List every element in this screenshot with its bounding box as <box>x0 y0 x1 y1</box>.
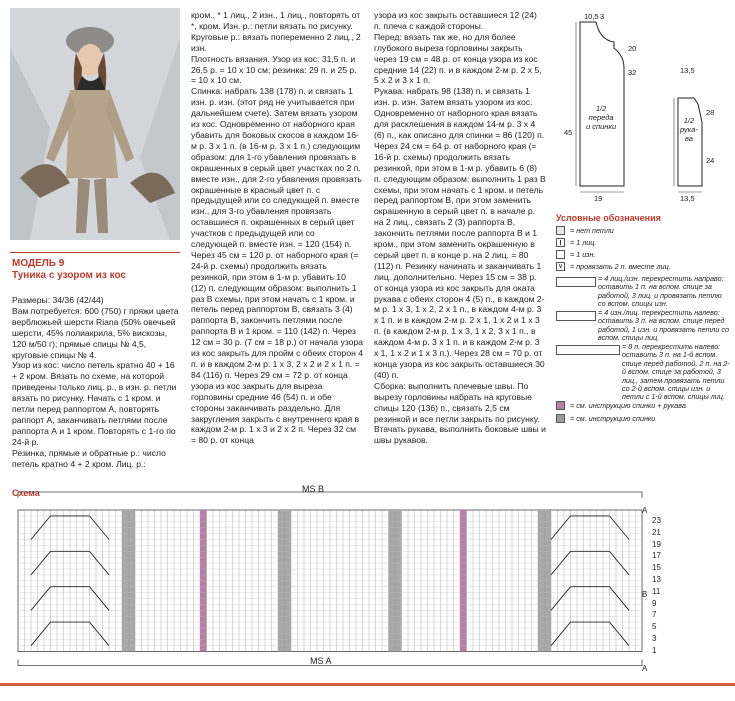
grey-marker-symbol <box>556 414 565 423</box>
text-column-1: Размеры: 34/36 (42/44) Вам потребуется: 600 (750) г пряжи цвета верблюжьей шерсти Riana (50% овечьей шерсти, 45% полиакрила, 5% вискозы, 120 м/50 г); прямые спицы № 4,5, круговые спицы № 4. Узор из кос: число петель кратно 40 + 16 + 2 кром. Вязать по схеме, на которой приведены только лиц. р., в изн. р. петли вязать по рисунку. Начать с 1 кром. и петли перед раппортом А, повторять раппорт А, заканчивать петлями после раппорта А и 1 кром. Повторять с 1-го по 24-й р. Резинка, прямые и обратные р.: число петель кратно 4 + 2 кром. Лиц. р.: <box>12 295 179 469</box>
row-number: 15 <box>652 563 661 573</box>
knitting-chart <box>10 482 735 682</box>
sleeve-piece-label: 1/2 рука- ва <box>680 116 698 143</box>
legend-item: = см. инструкцию спинки <box>556 414 731 426</box>
legend-item: = 1 изн. <box>556 250 731 262</box>
row-number: 23 <box>652 516 661 525</box>
model-photo-illustration <box>10 8 180 240</box>
k2tog-symbol: ∨ <box>557 263 564 270</box>
legend-item: = 4 лиц./изн. перекрестить направо: оставить 1 п. на вспом. спице за работой, 3 лиц. и провязать петлю со вспом. спицы изн. <box>556 275 731 309</box>
chart-title: Схема <box>12 488 40 498</box>
row-number: 13 <box>652 575 661 584</box>
cross-left-symbol <box>556 311 596 321</box>
side-letter: A <box>642 664 648 673</box>
legend-item: ∨ = провязать 2 п. вместе лиц. <box>557 262 671 271</box>
dim-back-armhole: 20 <box>628 44 637 53</box>
no-stitch-symbol <box>556 226 565 235</box>
row-number: 11 <box>652 586 661 596</box>
ms-a-label: MS A <box>310 656 332 666</box>
pattern-shapes <box>556 8 731 208</box>
row-number: 7 <box>652 610 657 620</box>
side-letter: A <box>642 506 648 515</box>
dim-sleeve-top: 13,5 <box>680 66 695 75</box>
row-number: 19 <box>652 539 661 549</box>
model-photo <box>10 8 180 240</box>
row-number: 21 <box>652 527 661 537</box>
legend-item: = см. инструкцию спинки + рукава <box>556 401 731 414</box>
legend-item: = 4 изн./лиц. перекрестить налево: оставить 3 п. на вспом. спице перед работой, 1 изн. и провязать петли со вспом. спицы лиц. <box>556 309 731 343</box>
chart-grid <box>10 482 735 682</box>
legend-item: = 8 п. перекрестить налево: оставить 3 п. на 1-й вспом. спице перед работой, 2 п. на 2-й вспом. спице за работой, 3 лиц., затем провязать петли со 2-й вспом. спицы изн. и петли с 1-й вспом. спицы лиц. <box>556 343 731 401</box>
text-column-3: узора из кос закрыть оставшиеся 12 (24) п. плеча с каждой стороны. Перед: вязать так же, но для более глубокого выреза горловины закрыть через 19 см = 48 р. от конца узора из кос средние 14 (22) п. и в каждом 2-м р. 2 х 5, 5 х 2 и 3 х 1 п. Рукава: набрать 98 (138) п. и связать 1 изн. р. изн. Затем вязать узором из кос. Одновременно от наборного края вязать для расклешения в каждом 14-м р. 3 х 4 (6) п., как описано для спинки = 86 (120) п. Через 24 см = 64 р. от наборного края (= 16-й р. схемы) продолжить вязать резинкой, при этом в 1-м р. убавить 6 (8) п. следующим образом: выполнить 1 раз В схемы, при этом начать с 1 кром. и петель перед раппортом В, при этом заменить окрашенную в серый цвет п. в начале р. на 2 лиц., связать 2 (3) раппорта В, закончить петлями после раппорта В и 1 кром., при этом заменить окрашенную в серый цвет п. в конце р. на 2 лиц. = 80 (112) п. Резинку начинать и заканчивать 1 лиц. дополнительно. Через 15 см = 38 р. от конца узора из кос закрыть для оката рукава с обеих сторон 4 (5) п., в каждом 2-м р. 1 х 3, 1 х 2, 2 х 1 п., в каждом 4-м р. 3 х 1 п. и в каждом 2-м р. 2 х 1, 1 х 2 и 1 х 3 п. (в каждом 2-м р. 1 х 3, 1 х 2, 3 х 1 п., в каждом 4-м р. 3 х 1 п. и в каждом 2-м р. 3 х 1, 1 х 2 и 1 х 3 п.). Через 28 см = 70 р. от конца узора из кос закрыть оставшиеся 30 (40) п. Сборка: выполнить плечевые швы. По вырезу горловины набрать на круговые спицы 120 (136) п., связать 2,5 см резинкой и все петли закрыть по рисунку. Втачать рукава, выполнить боковые швы и швы рукавов. <box>374 10 546 446</box>
row-number: 3 <box>652 634 657 643</box>
row-number: 17 <box>652 551 661 561</box>
legend <box>556 226 731 426</box>
legend-title: Условные обозначения <box>556 213 661 223</box>
page-bottom-bar <box>0 683 735 686</box>
back-piece-label: 1/2 переда и спинки <box>586 104 617 131</box>
legend-item: = 1 лиц. <box>556 238 731 250</box>
ms-b-label: MS B <box>302 484 325 494</box>
row-number: 5 <box>652 622 657 632</box>
title-rule <box>10 252 180 253</box>
text-column-2: кром., * 1 лиц., 2 изн., 1 лиц., повторять от *, кром. Изн. р.: петли вязать по рисунку. Круговые р.: вязать попеременно 2 лиц., 2 изн. Плотность вязания. Узор из кос: 31,5 п. и 26,5 р. = 10 х 10 см; резинка: 29 п. и 25 р. = 10 х 10 см. Спинка: набрать 138 (178) п. и связать 1 изн. р. изн. (этот ряд не учитывается при дальнейшем счете). Затем вязать узором из кос. Одновременно от наборного края убавить для боковых скосов в каждом 16-м р. 3 х 1 п. (в 16-м р. 3 х 1 п.) следующим образом: для 1-го убавления провязать в окрашенных в серый цвет участках по 2 п. вместе изн., для 2-го убавления провязать окрашенные в красный цвет п. с предыдущей или со следующей п. вместе изн., для 3-го убавления провязать оставшиеся п. окрашенных в серый цвет участков с предыдущей или со следующей п. вместе изн. = 120 (154) п. Через 45 см = 120 р. от наборного края (= 24-й р. схемы) продолжить вязать резинкой, при этом в 1-м р. убавить 10 (12) п. следующим образом: выполнить 1 раз В схемы, при этом начать с 1 кром. и петель перед раппортом В, связать 3 (4) раппорта В, закончить петлями после раппорта В и 1 кром. = 110 (142) п. Через 12 см = 30 р. (7 см = 18 р.) от начала узора из кос закрыть для пройм с обеих сторон 4 п. и в каждом 2-м р. 1 х 3, 2 х 2 и 2 х 1 п. = 84 (116) п. Через 29 см = 72 р. от конца узора из кос закрыть для выреза горловины средние 46 (54) п. и обе стороны заканчивать раздельно. Для закругления закрыть с внутреннего края в каждом 2-м р. 1 х 3 и 2 х 2 п. Через 32 см = 80 р. от конца <box>191 10 364 446</box>
pattern-schematic <box>556 8 731 208</box>
dim-back-yoke: 32 <box>628 68 637 77</box>
dim-back-top-2: 3 <box>600 12 605 21</box>
side-letter: B <box>642 590 648 599</box>
legend-item: = нет петли <box>556 226 731 238</box>
dim-sleeve-cap: 28 <box>706 108 715 117</box>
purl-symbol <box>556 250 565 259</box>
cross-8-symbol <box>556 345 620 355</box>
dim-back-width: 19 <box>594 194 603 203</box>
model-subtitle: Туника с узором из кос <box>12 270 126 281</box>
ms-b-bracket <box>18 492 642 498</box>
dim-sleeve-length: 24 <box>706 156 715 165</box>
row-number: 1 <box>652 645 657 655</box>
model-title: МОДЕЛЬ 9 <box>12 258 65 269</box>
knit-symbol <box>556 238 565 247</box>
pink-marker-symbol <box>556 401 565 410</box>
row-number: 9 <box>652 598 657 608</box>
dim-back-length: 45 <box>564 128 573 137</box>
dim-back-top: 10,5 <box>584 12 599 21</box>
cross-right-symbol <box>556 277 596 287</box>
dim-sleeve-width: 13,5 <box>680 194 695 203</box>
